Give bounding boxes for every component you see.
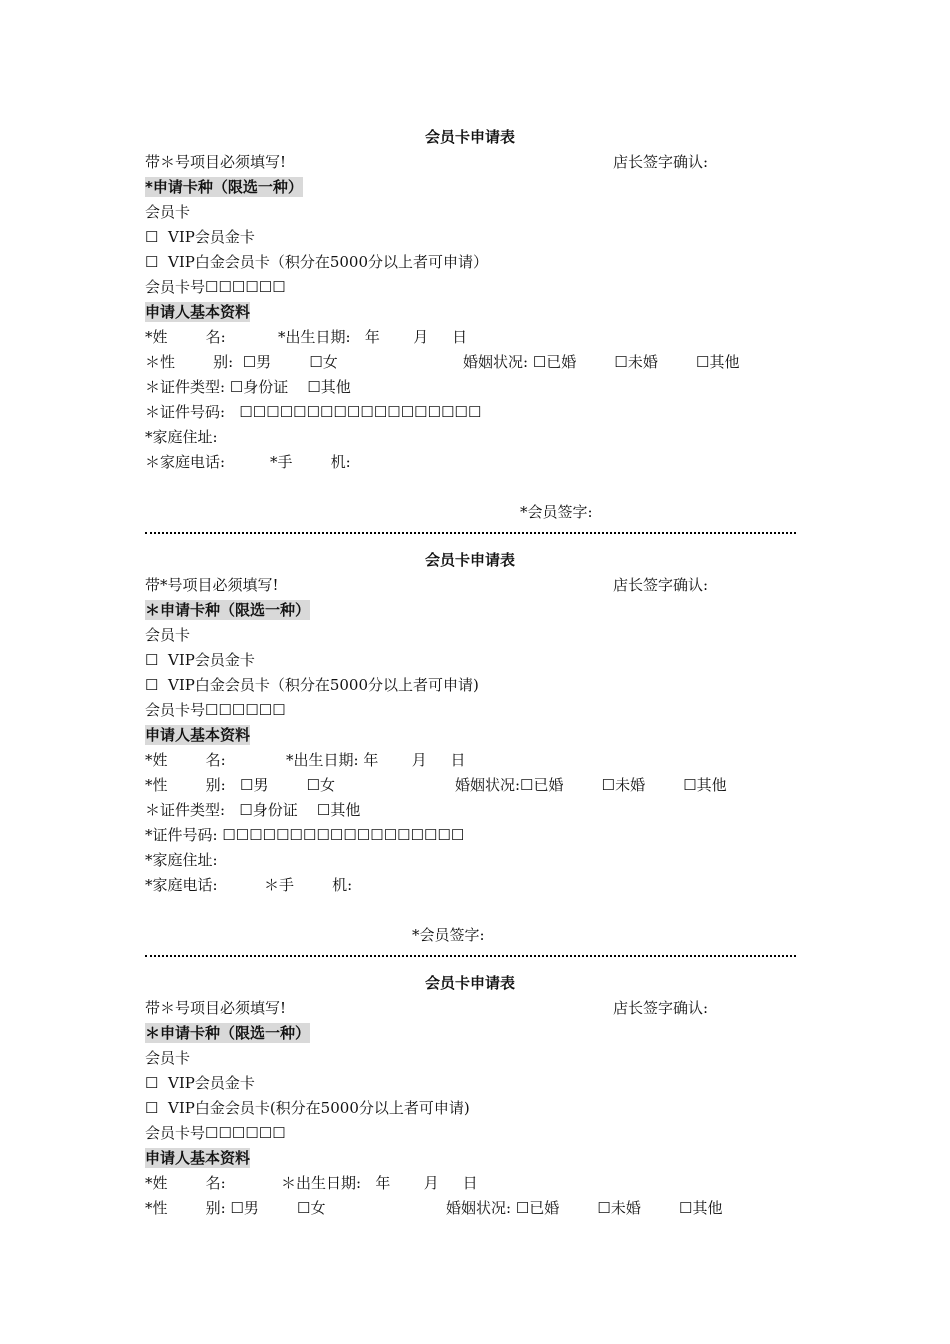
- member-signature-field[interactable]: *会员签字:: [412, 926, 485, 944]
- mobile-field[interactable]: ＊手 机:: [264, 876, 353, 894]
- gender-field[interactable]: *性 别: ☐男 ☐女: [145, 776, 336, 794]
- required-note: 带＊号项目必须填写!: [145, 999, 287, 1017]
- card-label: 会员卡: [145, 1049, 191, 1067]
- basic-info-heading: 申请人基本资料: [145, 726, 251, 744]
- id-type-field[interactable]: ＊证件类型: ☐身份证 ☐其他: [145, 801, 361, 819]
- required-note: 带*号项目必须填写!: [145, 576, 279, 594]
- card-type-heading: ＊申请卡种（限选一种）: [145, 1024, 311, 1042]
- card-type-heading: ＊申请卡种（限选一种）: [145, 601, 311, 619]
- member-signature-field[interactable]: *会员签字:: [520, 503, 593, 521]
- name-field[interactable]: *姓 名:: [145, 751, 226, 769]
- card-label: 会员卡: [145, 203, 191, 221]
- marital-status-field[interactable]: 婚姻状况: ☐已婚 ☐未婚 ☐其他: [463, 353, 740, 371]
- card-type-heading: *申请卡种（限选一种）: [145, 178, 303, 196]
- required-note: 带＊号项目必须填写!: [145, 153, 287, 171]
- basic-info-heading: 申请人基本资料: [145, 303, 251, 321]
- gender-field[interactable]: *性 别: ☐男 ☐女: [145, 1199, 326, 1217]
- home-address-field[interactable]: *家庭住址:: [145, 851, 218, 869]
- vip-platinum-option[interactable]: ☐ VIP白金会员卡（积分在5000分以上者可申请）: [145, 253, 489, 271]
- home-address-field[interactable]: *家庭住址:: [145, 428, 218, 446]
- id-number-field[interactable]: ＊证件号码: ☐☐☐☐☐☐☐☐☐☐☐☐☐☐☐☐☐☐: [145, 403, 482, 421]
- manager-signature-label: 店长签字确认:: [613, 153, 709, 171]
- form-title: 会员卡申请表: [425, 551, 516, 569]
- id-number-field[interactable]: *证件号码: ☐☐☐☐☐☐☐☐☐☐☐☐☐☐☐☐☐☐: [145, 826, 465, 844]
- birth-date-field[interactable]: *出生日期: 年 月 日: [286, 751, 466, 769]
- id-type-field[interactable]: ＊证件类型: ☐身份证 ☐其他: [145, 378, 351, 396]
- mobile-field[interactable]: *手 机:: [270, 453, 351, 471]
- marital-status-field[interactable]: 婚姻状况:☐已婚 ☐未婚 ☐其他: [455, 776, 727, 794]
- form-title: 会员卡申请表: [425, 974, 516, 992]
- home-phone-field[interactable]: ＊家庭电话:: [145, 453, 226, 471]
- card-label: 会员卡: [145, 626, 191, 644]
- vip-gold-option[interactable]: ☐ VIP会员金卡: [145, 228, 255, 246]
- home-phone-field[interactable]: *家庭电话:: [145, 876, 218, 894]
- card-number-field[interactable]: 会员卡号☐☐☐☐☐☐: [145, 278, 286, 296]
- vip-gold-option[interactable]: ☐ VIP会员金卡: [145, 651, 255, 669]
- name-field[interactable]: *姓 名:: [145, 1174, 226, 1192]
- marital-status-field[interactable]: 婚姻状况: ☐已婚 ☐未婚 ☐其他: [446, 1199, 723, 1217]
- vip-platinum-option[interactable]: ☐ VIP白金会员卡（积分在5000分以上者可申请): [145, 676, 479, 694]
- vip-gold-option[interactable]: ☐ VIP会员金卡: [145, 1074, 255, 1092]
- basic-info-heading: 申请人基本资料: [145, 1149, 251, 1167]
- manager-signature-label: 店长签字确认:: [613, 999, 709, 1017]
- cut-line-divider: [145, 955, 796, 957]
- gender-field[interactable]: ＊性 别: ☐男 ☐女: [145, 353, 338, 371]
- form-title: 会员卡申请表: [425, 128, 516, 146]
- birth-date-field[interactable]: ＊出生日期: 年 月 日: [281, 1174, 478, 1192]
- cut-line-divider: [145, 532, 796, 534]
- name-field[interactable]: *姓 名:: [145, 328, 226, 346]
- manager-signature-label: 店长签字确认:: [613, 576, 709, 594]
- card-number-field[interactable]: 会员卡号☐☐☐☐☐☐: [145, 701, 286, 719]
- card-number-field[interactable]: 会员卡号☐☐☐☐☐☐: [145, 1124, 286, 1142]
- vip-platinum-option[interactable]: ☐ VIP白金会员卡(积分在5000分以上者可申请): [145, 1099, 470, 1117]
- birth-date-field[interactable]: *出生日期: 年 月 日: [278, 328, 468, 346]
